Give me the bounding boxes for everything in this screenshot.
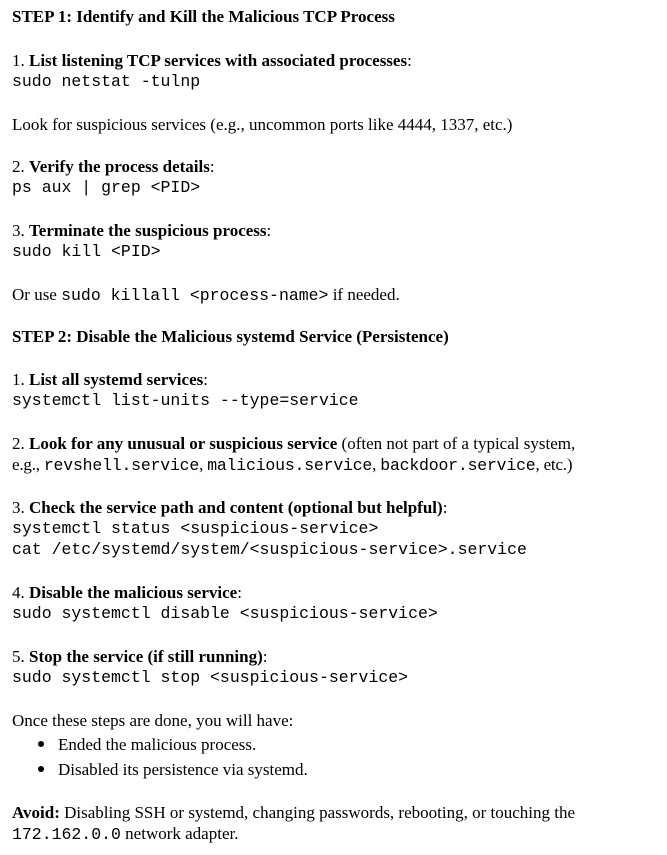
step1-heading: STEP 1: Identify and Kill the Malicious TCP Process: [12, 7, 395, 26]
step2-item3-command2: cat /etc/systemd/system/<suspicious-service>.service: [12, 540, 527, 559]
step2-item3-title: [12, 498, 447, 518]
step2-item4-command: sudo systemctl disable <suspicious-service>: [12, 604, 438, 623]
summary-bullet: Disabled its persistence via systemd.: [58, 760, 308, 779]
item-number: 4.: [12, 583, 29, 602]
examples-suffix: , etc.): [535, 455, 573, 474]
step1-note: Look for suspicious services (e.g., uncommon ports like 4444, 1337, etc.): [12, 115, 513, 134]
step2-item1-title: [12, 370, 208, 390]
step2-item5-title: [12, 647, 267, 667]
item-label: List listening TCP services with associated processes: [29, 51, 408, 70]
avoid-text-end: network adapter.: [120, 824, 239, 843]
step2-item1-command: systemctl list-units --type=service: [12, 391, 359, 410]
item-number: 3.: [12, 221, 29, 240]
separator: ,: [372, 455, 381, 474]
item-label: Check the service path and content (optional but helpful): [29, 498, 443, 517]
step1-item3-title: [12, 221, 271, 241]
step1-alternative: [12, 285, 400, 306]
step2-item3-command1: systemctl status <suspicious-service>: [12, 519, 379, 538]
ip-address: 172.162.0.0: [12, 825, 121, 844]
alt-prefix: Or use: [12, 285, 62, 304]
step2-item4-title: [12, 583, 242, 603]
item-number: 2.: [12, 434, 29, 453]
summary-bullet: Ended the malicious process.: [58, 735, 257, 754]
example-service: backdoor.service: [380, 456, 536, 475]
item-colon: :: [209, 157, 215, 176]
bullet-icon: [38, 766, 44, 772]
step1-item2-command: ps aux | grep <PID>: [12, 178, 201, 197]
example-service: malicious.service: [207, 456, 373, 475]
item-label: Disable the malicious service: [29, 583, 238, 602]
item-label: Verify the process details: [29, 157, 210, 176]
example-service: revshell.service: [43, 456, 200, 475]
item-colon: :: [442, 498, 448, 517]
avoid-note-line2: [12, 824, 238, 845]
item-label: List all systemd services: [29, 370, 204, 389]
alt-suffix: if needed.: [328, 285, 400, 304]
item-colon: :: [266, 221, 272, 240]
item-colon: :: [237, 583, 242, 602]
item-colon: :: [407, 51, 412, 70]
bullet-icon: [38, 741, 44, 747]
item-label: Terminate the suspicious process: [29, 221, 267, 240]
separator: ,: [199, 455, 208, 474]
item-number: 3.: [12, 498, 29, 517]
avoid-label: Avoid:: [12, 803, 60, 822]
item-colon: :: [203, 370, 208, 389]
step2-item5-command: sudo systemctl stop <suspicious-service>: [12, 668, 409, 687]
item-label: Look for any unusual or suspicious service: [29, 434, 338, 453]
step2-item2-title: [12, 434, 575, 454]
step1-item2-title: [12, 157, 215, 177]
item-number: 1.: [12, 51, 29, 70]
step1-item1-command: sudo netstat -tulnp: [12, 72, 201, 91]
item-number: 5.: [12, 647, 29, 666]
item-colon: :: [262, 647, 268, 666]
step1-item1-title: [12, 51, 412, 71]
summary-intro: Once these steps are done, you will have:: [12, 711, 294, 730]
step1-item3-command: sudo kill <PID>: [12, 242, 161, 261]
item-label: Stop the service (if still running): [29, 647, 263, 666]
step2-heading: STEP 2: Disable the Malicious systemd Service (Persistence): [12, 327, 449, 346]
item-number: 1.: [12, 370, 29, 389]
step2-item2-examples: [12, 455, 572, 476]
avoid-note: [12, 803, 575, 823]
avoid-text: Disabling SSH or systemd, changing passwords, rebooting, or touching the: [59, 803, 576, 822]
alt-command: sudo killall <process-name>: [61, 286, 329, 305]
examples-prefix: e.g.,: [12, 455, 44, 474]
item-number: 2.: [12, 157, 29, 176]
item-rest: (often not part of a typical system,: [337, 434, 576, 453]
